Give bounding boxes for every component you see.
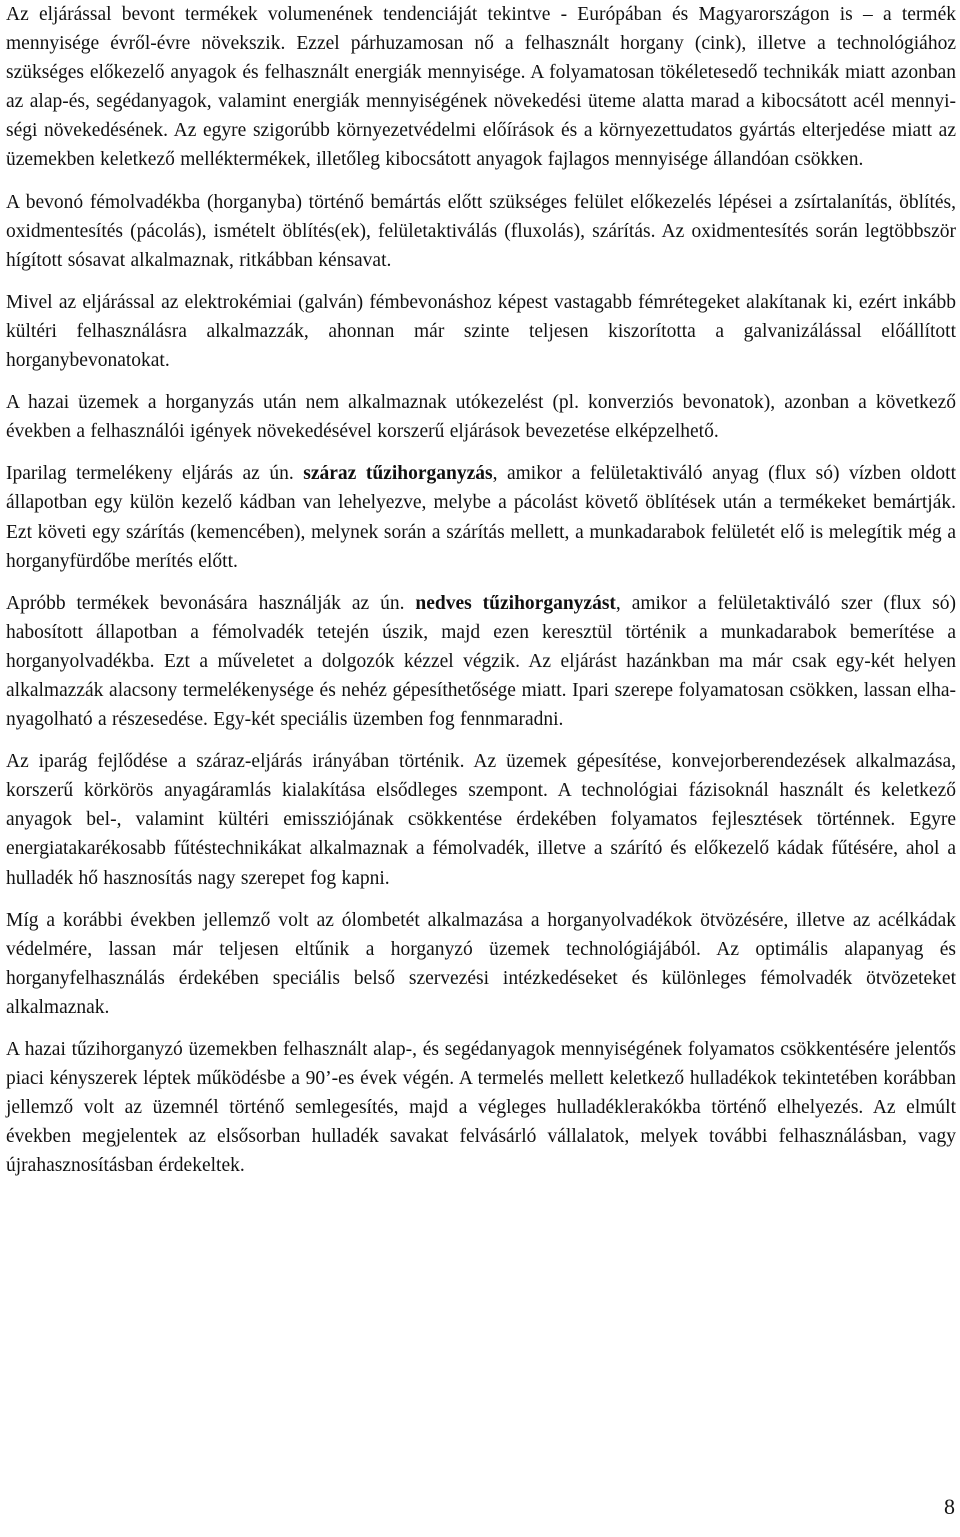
- text-run: Mivel az eljárással az elektrokémiai (galván) fémbevonáshoz képest vastagabb fémrétegeket alakítanak ki, ezért inkább kültéri felhasználásra alkalmazzák, ahonnan már szinte teljesen kiszorította a galvanizálással előállított horganybevonatokat.: [6, 291, 956, 372]
- paragraph-5: [6, 459, 956, 575]
- document-page: [6, 0, 956, 1193]
- paragraph-4: [6, 388, 956, 446]
- text-run: A hazai tűzihorganyzó üzemekben felhasznált alap-, és segédanyagok mennyiségének folyamatos csökkentésére jelentős piaci kényszerek léptek működésbe a 90’-es évek végén. A termelés mellett keletkező hulladékok tekintetében korábban jellemző volt az üzemnél történő semlegesítés, majd a végleges hulladéklerakókba történő elhelyezés. Az elmúlt években megjelentek az elsősorban hulladék savakat felvásárló vállalatok, melyek további felhasználásban, vagy újrahasznosításban érdekeltek.: [6, 1039, 956, 1177]
- text-run: Míg a korábbi években jellemző volt az ólombetét alkalmazása a horganyolvadékok ötvözésére, illetve az acélkádak védelmére, lassan már teljesen eltűnik a horganyzó üzemek technológiájából. Az optimális alapanyag és horganyfelhasználás érdekében speciális belső szervezési intézkedéseket és különleges fémolvadék ötvözeteket alkalmaznak.: [6, 909, 956, 1018]
- text-run: Az eljárással bevont termékek volumenének tendenciáját tekintve - Európában és Magyarországon is – a termék mennyisége évről-évre növekszik. Ezzel párhuzamosan nő a felhasznált horgany (cink), illetve a technológiához szükséges előkezelő anyagok és felhasznált energiák mennyisége. A folyamatosan tökéletesedő technikák miatt azonban az alap-és, segédanyagok, valamint energiák mennyiségének növekedési üteme alatta marad a kibocsátott acél mennyiségi növekedésének. Az egyre szigorúbb környezetvédelmi előírások és a környezettudatos gyártás elterjedése miatt az üzemekben keletkező melléktermékek, illetőleg kibocsátott anyagok fajlagos mennyisége állandóan csökken.: [6, 4, 956, 171]
- text-run: Apróbb termékek bevonására használják az ún.: [6, 592, 416, 614]
- text-run: Iparilag termelékeny eljárás az ún.: [6, 463, 304, 485]
- paragraph-8: [6, 906, 956, 1022]
- text-run: A bevonó fémolvadékba (horganyba) történő bemártás előtt szükséges felület előkezelés lépései a zsírtalanítás, öblítés, oxidmentesítés (pácolás), ismételt öblítés(ek), felületaktiválás (fluxolás), szárítás. Az oxidmentesítés során legtöbbször hígított sósavat alkalmaznak, ritkábban kénsavat.: [6, 191, 956, 271]
- text-run: Az iparág fejlődése a száraz-eljárás irányában történik. Az üzemek gépesítése, konvejorberendezések alkalmazása, korszerű körkörös anyagáramlás kialakítása elsődleges szempont. A technológiai fázisoknál használt és keletkező anyagok bel-, valamint kültéri emissziójának csökkentése érdekében folyamatos fejlesztések történnek. Egyre energiatakarékosabb fűtéstechnikákat alkalmaznak a fémolvadék, illetve a szárító és előkezelő kádak fűtésére, ahol a hulladék hő hasznosítás nagy szerepet fog kapni.: [6, 751, 956, 889]
- page-number: 8: [944, 1494, 955, 1519]
- paragraph-3: [6, 288, 956, 375]
- paragraph-9: [6, 1035, 956, 1180]
- paragraph-2: [6, 188, 956, 275]
- text-run: A hazai üzemek a horganyzás után nem alkalmaznak utókezelést (pl. konverziós bevonatok), azonban a következő években a felhasználói igények növekedésével korszerű eljárások bevezetése elképzelhető.: [6, 392, 956, 443]
- paragraph-6: [6, 589, 956, 734]
- paragraph-7: [6, 747, 956, 892]
- bold-term-dry-galvanizing: száraz tűzihorganyzás: [303, 463, 493, 485]
- paragraph-1: [6, 0, 956, 175]
- bold-term-wet-galvanizing: nedves tűzihorganyzást: [415, 592, 616, 614]
- text-run: , amikor a felületaktiváló anyag (flux só) vízben oldott állapotban egy külön kezelő kádban van lehelyezve, melybe a pácolást követő öblítések után a termékeket bemártják. Ezt követi egy szárítás (kemencében), melynek során a szárítás mellett, a munkadarabok felületét elő is melegítik még a horganyfürdőbe merítés előtt.: [6, 463, 956, 572]
- text-run: , amikor a felületaktiváló szer (flux só) habosított állapotban a fémolvadék tetején úszik, majd ezen keresztül történik a munkadarabok bemerítése a horganyolvadékba. Ezt a műveletet a dolgozók kézzel végzik. Az eljárást hazánkban ma már csak egy-két helyen alkalmazzák alacsony termelékenysége és nehéz gépesíthetősége miatt. Ipari szerepe folyamatosan csökken, lassan elhanyagolható a részesedése. Egy-két speciális üzemben fog fennmaradni.: [6, 592, 956, 731]
